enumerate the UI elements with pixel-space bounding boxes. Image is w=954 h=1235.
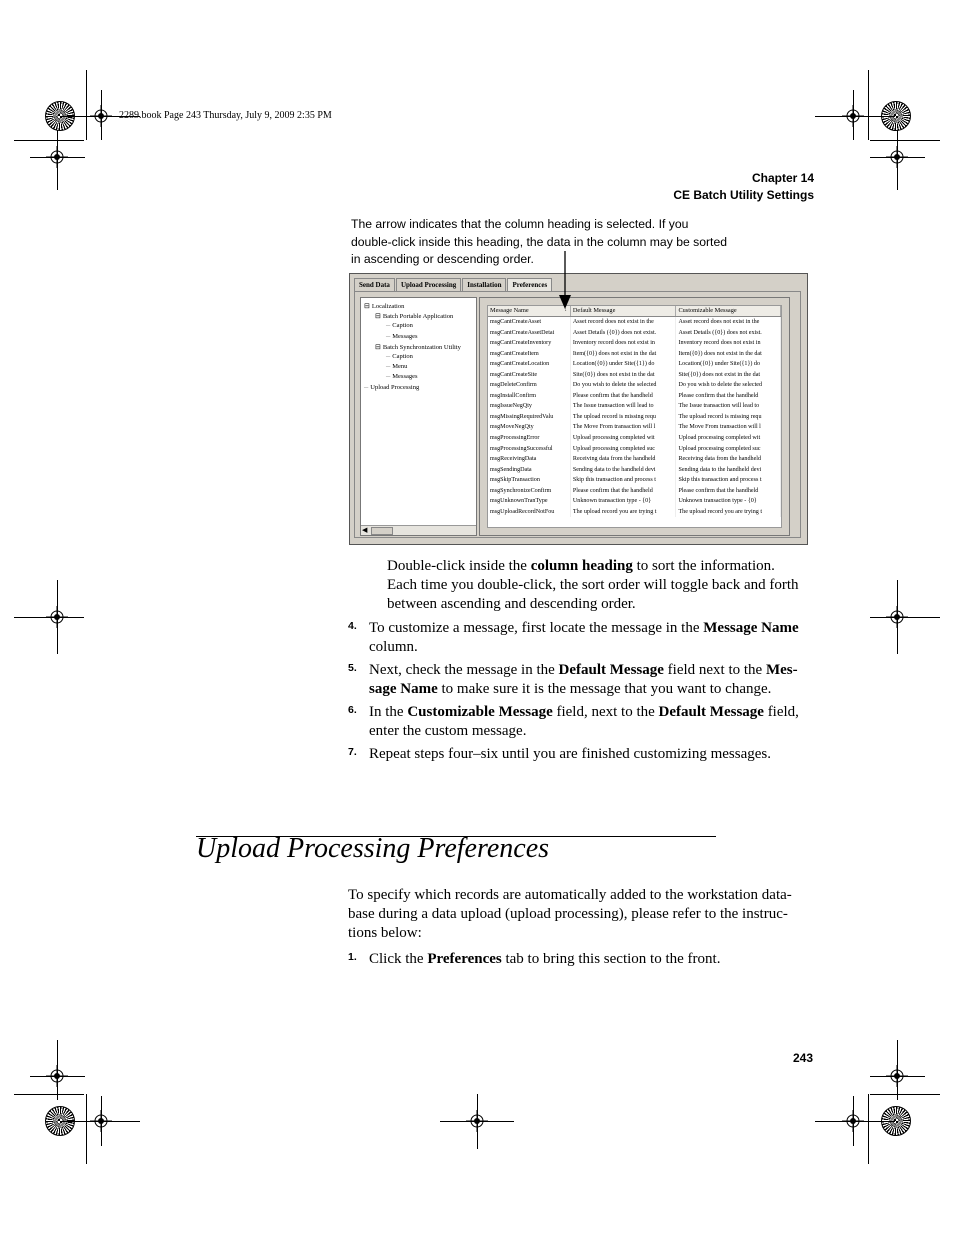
table-cell: Unknown transaction type - {0}	[571, 496, 677, 507]
table-cell[interactable]: Item({0}) does not exist in the dat	[676, 349, 781, 360]
table-cell[interactable]: Unknown transaction type - {0}	[676, 496, 781, 507]
table-row[interactable]	[488, 454, 781, 465]
table-cell[interactable]: The Move From transaction will l	[676, 422, 781, 433]
tree-branch-icon: ─	[386, 354, 391, 360]
tab-send-data[interactable]: Send Data	[354, 278, 395, 291]
table-cell: msgMissingRequiredValu	[488, 412, 571, 423]
table-row[interactable]	[488, 349, 781, 360]
tree-item[interactable]	[364, 384, 419, 392]
chapter-label: Chapter 14	[751, 171, 814, 185]
scroll-left-arrow-icon[interactable]: ◀	[362, 526, 368, 534]
table-cell: Sending data to the handheld devi	[571, 465, 677, 476]
table-cell: Skip this transaction and process t	[571, 475, 677, 486]
collapse-icon[interactable]: ⊟	[364, 302, 370, 310]
scroll-thumb[interactable]	[371, 527, 393, 535]
table-cell: The Move From transaction will l	[571, 422, 677, 433]
table-cell: Upload processing completed suc	[571, 444, 677, 455]
table-cell: msgProcessingSuccessful	[488, 444, 571, 455]
tree-item[interactable]	[375, 312, 453, 321]
tree-branch-icon: ─	[386, 364, 391, 371]
table-cell[interactable]: Please confirm that the handheld	[676, 486, 781, 497]
table-cell: Inventory record does not exist in	[571, 338, 677, 349]
table-row[interactable]	[488, 475, 781, 486]
table-cell[interactable]: Do you wish to delete the selected	[676, 380, 781, 391]
table-cell[interactable]: Receiving data from the handheld	[676, 454, 781, 465]
table-row[interactable]	[488, 328, 781, 339]
table-row[interactable]	[488, 391, 781, 402]
table-cell: msgDeleteConfirm	[488, 380, 571, 391]
sort-arrow-icon: ↓	[564, 308, 567, 313]
intro-paragraph: Double-click inside the column heading to sort the information. Each time you double-click, the sort order will toggle back and forth between ascending and descending order.	[387, 558, 799, 612]
table-row[interactable]	[488, 338, 781, 349]
column-header-customizable-message[interactable]: Customizable Message	[676, 306, 781, 316]
tree-item-label: Batch Portable Application	[382, 313, 454, 321]
section-paragraph: To specify which records are automatically added to the workstation data- base during a data upload (upload processing), please refer to the instruc- tions below:	[348, 887, 792, 941]
table-cell: msgCantCreateInventory	[488, 338, 571, 349]
collapse-icon[interactable]: ⊟	[375, 312, 381, 321]
settings-tree[interactable]	[360, 297, 477, 536]
table-cell: msgCantCreateSite	[488, 370, 571, 381]
table-cell: msgInstallConfirm	[488, 391, 571, 402]
table-row[interactable]	[488, 444, 781, 455]
grid-header	[488, 306, 781, 317]
step-5: 5. Next, check the message in the Default Message field next to the Mes- sage Name to make sure it is the message that you want to change.	[348, 662, 798, 697]
column-header-message-name[interactable]: Message Name ↓	[488, 306, 571, 316]
table-cell[interactable]: Please confirm that the handheld	[676, 391, 781, 402]
print-slug: 2289.book Page 243 Thursday, July 9, 2009 2:35 PM	[119, 110, 332, 121]
table-row[interactable]	[488, 496, 781, 507]
tree-branch-icon: ─	[386, 323, 391, 330]
table-cell[interactable]: Asset Details ({0}) does not exist.	[676, 328, 781, 339]
table-cell: msgUnknownTranType	[488, 496, 571, 507]
tree-horizontal-scrollbar[interactable]	[361, 525, 476, 535]
collapse-icon[interactable]: ⊟	[375, 342, 381, 351]
table-cell: Item({0}) does not exist in the dat	[571, 349, 677, 360]
table-cell: msgUploadRecordNotFou	[488, 507, 571, 518]
tree-item-label: Caption	[392, 322, 413, 330]
table-cell: The Issue transaction will lead to	[571, 401, 677, 412]
table-row[interactable]	[488, 380, 781, 391]
table-cell: The upload record is missing requ	[571, 412, 677, 423]
tree-item[interactable]	[386, 322, 413, 330]
chapter-title: CE Batch Utility Settings	[673, 188, 814, 202]
tree-branch-icon: ─	[386, 374, 391, 381]
tree-item-label: Localization	[371, 303, 405, 310]
tree-item-label: Caption	[392, 353, 413, 360]
tab-upload-processing[interactable]: Upload Processing	[396, 278, 461, 291]
tree-item-label: Messages	[392, 332, 418, 340]
tree-item-label: Messages	[392, 373, 418, 381]
table-cell[interactable]: Skip this transaction and process t	[676, 475, 781, 486]
tree-item-label: Upload Processing	[370, 383, 420, 391]
tab-installation[interactable]: Installation	[462, 278, 506, 291]
tree-item-label: Menu	[392, 363, 408, 371]
table-cell[interactable]: Site({0}) does not exist in the dat	[676, 370, 781, 381]
table-cell: msgSendingData	[488, 465, 571, 476]
table-cell[interactable]: Location({0}) under Site({1}) do	[676, 359, 781, 370]
tree-item-label: Batch Synchronization Utility	[382, 343, 461, 351]
tree-item[interactable]	[386, 373, 418, 381]
grid-body	[488, 317, 781, 517]
table-row[interactable]	[488, 401, 781, 412]
tree-item[interactable]	[364, 302, 404, 311]
table-cell: Upload processing completed wit	[571, 433, 677, 444]
table-cell[interactable]: The upload record is missing requ	[676, 412, 781, 423]
tree-branch-icon: ─	[386, 333, 391, 340]
step-4: 4. To customize a message, first locate the message in the Message Name column.	[348, 620, 799, 655]
table-row[interactable]	[488, 412, 781, 423]
tab-strip	[354, 278, 553, 291]
screenshot-figure	[349, 273, 808, 545]
table-cell: msgProcessingError	[488, 433, 571, 444]
table-row[interactable]	[488, 317, 781, 328]
table-cell[interactable]: The upload record you are trying t	[676, 507, 781, 518]
table-row[interactable]	[488, 486, 781, 497]
table-cell[interactable]: Sending data to the handheld devi	[676, 465, 781, 476]
table-cell: msgReceivingData	[488, 454, 571, 465]
table-row[interactable]	[488, 507, 781, 518]
table-cell: Asset record does not exist in the	[571, 317, 677, 328]
table-cell: msgCantCreateLocation	[488, 359, 571, 370]
table-row[interactable]	[488, 359, 781, 370]
page-number: 243	[793, 1051, 814, 1065]
preferences-panel	[354, 291, 801, 538]
table-cell: Site({0}) does not exist in the dat	[571, 370, 677, 381]
table-row[interactable]	[488, 422, 781, 433]
table-cell: The upload record you are trying t	[571, 507, 677, 518]
messages-grid	[487, 305, 782, 528]
table-cell: Location({0}) under Site({1}) do	[571, 359, 677, 370]
table-cell: Asset Details ({0}) does not exist.	[571, 328, 677, 339]
column-header-default-message[interactable]: Default Message	[571, 306, 677, 316]
table-cell: msgSynchronizeConfirm	[488, 486, 571, 497]
table-row[interactable]	[488, 465, 781, 476]
section-heading: Upload Processing Preferences	[196, 833, 550, 864]
table-row[interactable]	[488, 433, 781, 444]
table-cell: msgCantCreateAsset	[488, 317, 571, 328]
tab-preferences[interactable]: Preferences	[507, 278, 552, 291]
messages-grid-frame	[479, 297, 790, 536]
tree-item[interactable]	[375, 343, 461, 352]
table-row[interactable]	[488, 370, 781, 381]
table-cell[interactable]: Upload processing completed wit	[676, 433, 781, 444]
tree-branch-icon: ─	[364, 384, 369, 391]
step-7: 7. Repeat steps four–six until you are finished customizing messages.	[348, 746, 772, 762]
table-cell: Please confirm that the handheld	[571, 391, 677, 402]
table-cell: Receiving data from the handheld	[571, 454, 677, 465]
table-cell: msgCantCreateItem	[488, 349, 571, 360]
table-cell[interactable]: Asset record does not exist in the	[676, 317, 781, 328]
table-cell: Do you wish to delete the selected	[571, 380, 677, 391]
tree-item[interactable]	[386, 353, 413, 361]
table-cell[interactable]: Inventory record does not exist in	[676, 338, 781, 349]
table-cell: Please confirm that the handheld	[571, 486, 677, 497]
callout-arrow	[558, 251, 572, 311]
table-cell: msgSkipTransaction	[488, 475, 571, 486]
table-cell: msgCantCreateAssetDetai	[488, 328, 571, 339]
table-cell[interactable]: Upload processing completed suc	[676, 444, 781, 455]
table-cell: msgIssueNegQty	[488, 401, 571, 412]
table-cell[interactable]: The Issue transaction will lead to	[676, 401, 781, 412]
step-6: 6. In the Customizable Message field, next to the Default Message field, enter the custom message.	[348, 704, 799, 739]
tree-item[interactable]	[386, 333, 418, 341]
tree-item[interactable]	[386, 363, 407, 371]
step-1: 1. Click the Preferences tab to bring this section to the front.	[348, 951, 721, 967]
figure-caption: The arrow indicates that the column heading is selected. If you double-click inside this heading, the data in the column may be sorted in ascending or descending order.	[351, 217, 728, 266]
table-cell: msgMoveNegQty	[488, 422, 571, 433]
running-head	[514, 170, 814, 204]
